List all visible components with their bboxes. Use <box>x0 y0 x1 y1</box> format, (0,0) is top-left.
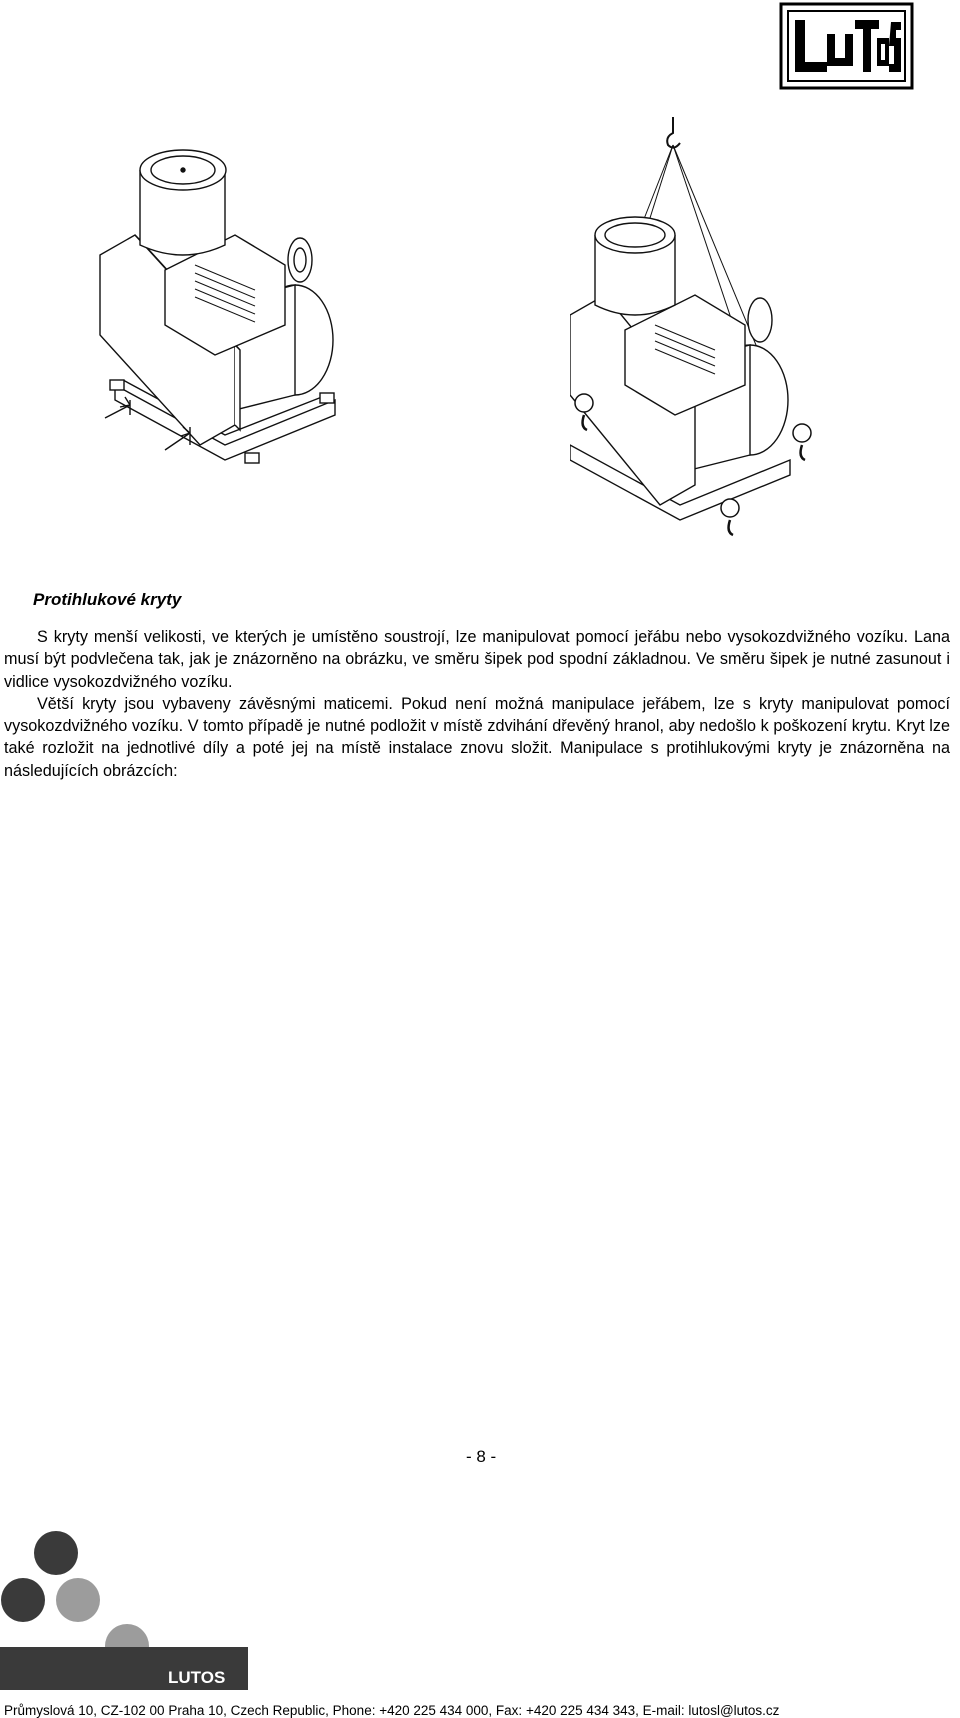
section-heading: Protihlukové kryty <box>33 590 182 609</box>
lutos-logo-bottom <box>0 1530 260 1690</box>
enclosure-illustration-crane <box>570 115 845 555</box>
paragraph-2: Větší kryty jsou vybaveny závěsnými maticemi. Pokud není možná manipulace jeřábem, lze s kryty manipulovat pomocí vysokozdvižného vozíku. V tomto případě je nutné podložit v místě zdvihání dřevěný hranol, aby nedošlo k poškození krytu. Kryt lze také rozložit na jednotlivé díly a poté jej na místě instalace znovu složit. Manipulace s protihlukovými kryty je znázorněna na následujících obrázcích: <box>4 694 950 780</box>
logo-bottom-text: LUTOS <box>168 1668 226 1687</box>
page-number: - 8 - <box>466 1447 497 1466</box>
body-text <box>4 626 950 782</box>
paragraph-1: S kryty menší velikosti, ve kterých je umístěno soustrojí, lze manipulovat pomocí jeřábu nebo vysokozdvižného vozíku. Lana musí být podvlečena tak, jak je znázorněno na obrázku, ve směru šipek pod spodní základnou. Ve směru šipek je nutné zasunout i vidlice vysokozdvižného vozíku. <box>4 628 950 691</box>
footer-address: Průmyslová 10, CZ-102 00 Praha 10, Czech Republic, Phone: +420 225 434 000, Fax: +420 225 434 343, E-mail: lutosl@lutos.cz <box>4 1703 780 1718</box>
lutos-logo-top <box>779 2 914 90</box>
enclosure-illustration-rope <box>95 115 370 505</box>
